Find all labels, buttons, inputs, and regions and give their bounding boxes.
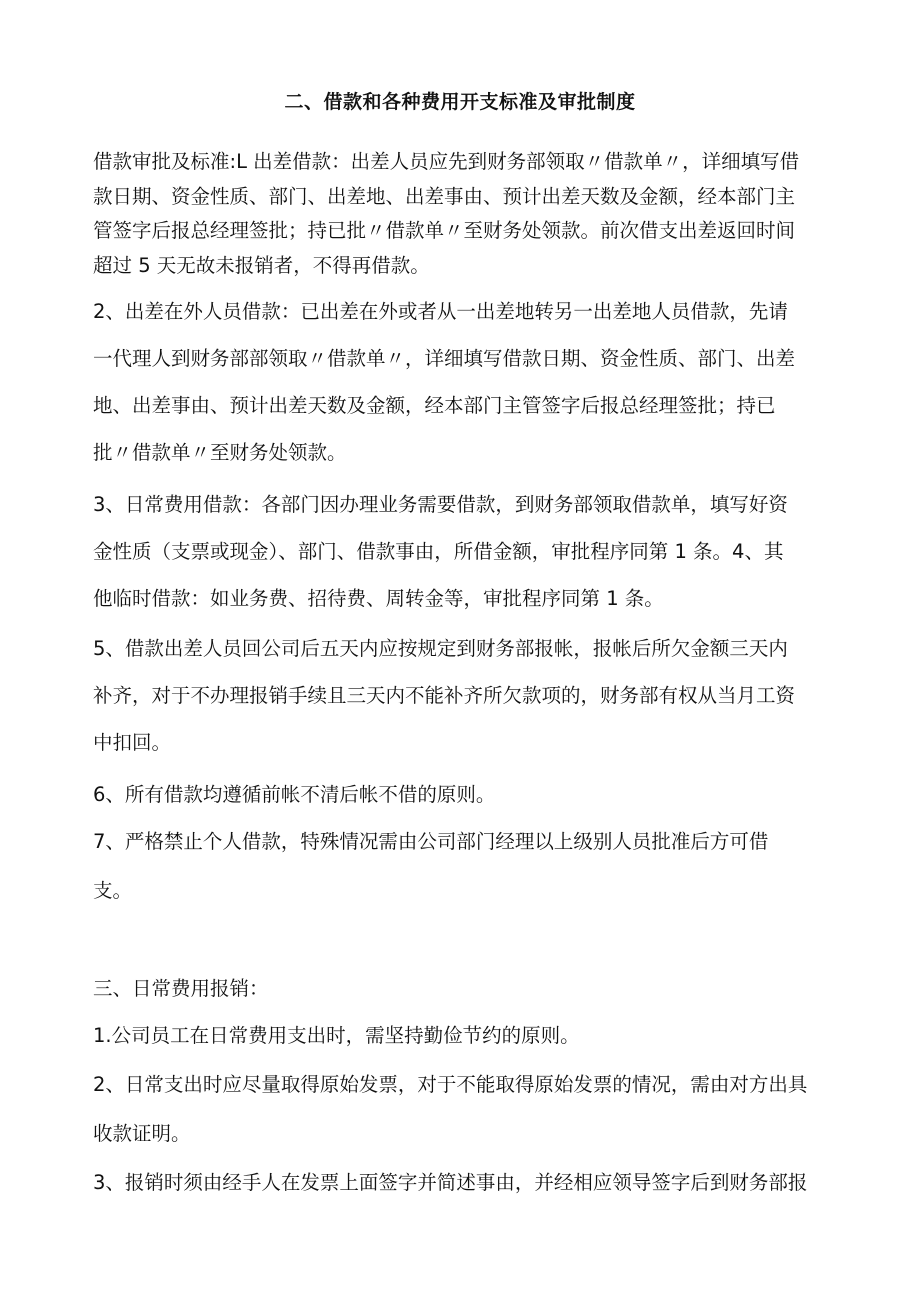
text-line: 6、所有借款均遵循前帐不清后帐不借的原则。 bbox=[93, 783, 496, 806]
text-line: 收款证明。 bbox=[93, 1121, 191, 1145]
text-line: 款日期、资金性质、部门、出差地、出差事由、预计出差天数及金额，经本部门主 bbox=[93, 184, 796, 208]
text-line: 7、严格禁止个人借款，特殊情况需由公司部门经理以上级别人员批准后方可借 bbox=[93, 830, 769, 853]
text-line: 5、借款出差人员回公司后五天内应按规定到财务部报帐，报帐后所欠金额三天内 bbox=[93, 637, 788, 660]
section-2-title: 二、借款和各种费用开支标准及审批制度 bbox=[284, 91, 636, 113]
paragraph-2-away-loan bbox=[93, 288, 833, 476]
text-line: 2、出差在外人员借款：已出差在外或者从一出差地转另一出差地人员借款，先请 bbox=[93, 300, 788, 323]
text-line: 支。 bbox=[93, 878, 133, 902]
text-line: 批〃借款单〃至财务处领款。 bbox=[93, 441, 347, 464]
text-line: 金性质（支票或现金）、部门、借款事由，所借金额，审批程序同第 1 条。4、其 bbox=[93, 540, 784, 563]
section-3-paragraph-2 bbox=[93, 1061, 833, 1158]
text-line: 3、日常费用借款：各部门因办理业务需要借款，到财务部领取借款单，填写好资 bbox=[93, 493, 788, 516]
text-line: 中扣回。 bbox=[93, 731, 172, 754]
text-line: 3、报销时须由经手人在发票上面签字并简述事由，并经相应领导签字后到财务部报 bbox=[93, 1171, 808, 1194]
paragraph-6-principle bbox=[93, 771, 833, 818]
text-line: 2、日常支出时应尽量取得原始发票，对于不能取得原始发票的情况，需由对方出具 bbox=[93, 1073, 808, 1096]
text-line: 管签字后报总经理签批；持已批〃借款单〃至财务处领款。前次借支出差返回时间 bbox=[93, 219, 796, 242]
text-line: 三、日常费用报销： bbox=[93, 977, 269, 1000]
text-line: 地、出差事由、预计出差天数及金额，经本部门主管签字后报总经理签批；持已 bbox=[93, 394, 776, 417]
paragraph-7-personal-loan bbox=[93, 818, 833, 915]
section-3-paragraph-1 bbox=[93, 1012, 833, 1059]
paragraph-1-travel-loan bbox=[93, 145, 833, 283]
text-line: 1.公司员工在日常费用支出时，需坚持勤俭节约的原则。 bbox=[93, 1024, 580, 1047]
section-3-paragraph-3 bbox=[93, 1159, 833, 1206]
section-3-heading bbox=[93, 965, 833, 1012]
text-line: 超过 5 天无故未报销者，不得再借款。 bbox=[93, 253, 430, 277]
text-line: 补齐，对于不办理报销手续且三天内不能补齐所欠款项的，财务部有权从当月工资 bbox=[93, 684, 796, 707]
paragraph-3-daily-loan bbox=[93, 481, 833, 622]
text-line: 他临时借款：如业务费、招待费、周转金等，审批程序同第 1 条。 bbox=[93, 587, 664, 610]
text-line: 借款审批及标准:L 出差借款：出差人员应先到财务部领取〃借款单〃，详细填写借 bbox=[93, 150, 800, 173]
text-line: 一代理人到财务部部领取〃借款单〃，详细填写借款日期、资金性质、部门、出差 bbox=[93, 347, 796, 370]
paragraph-5-settlement bbox=[93, 625, 833, 766]
